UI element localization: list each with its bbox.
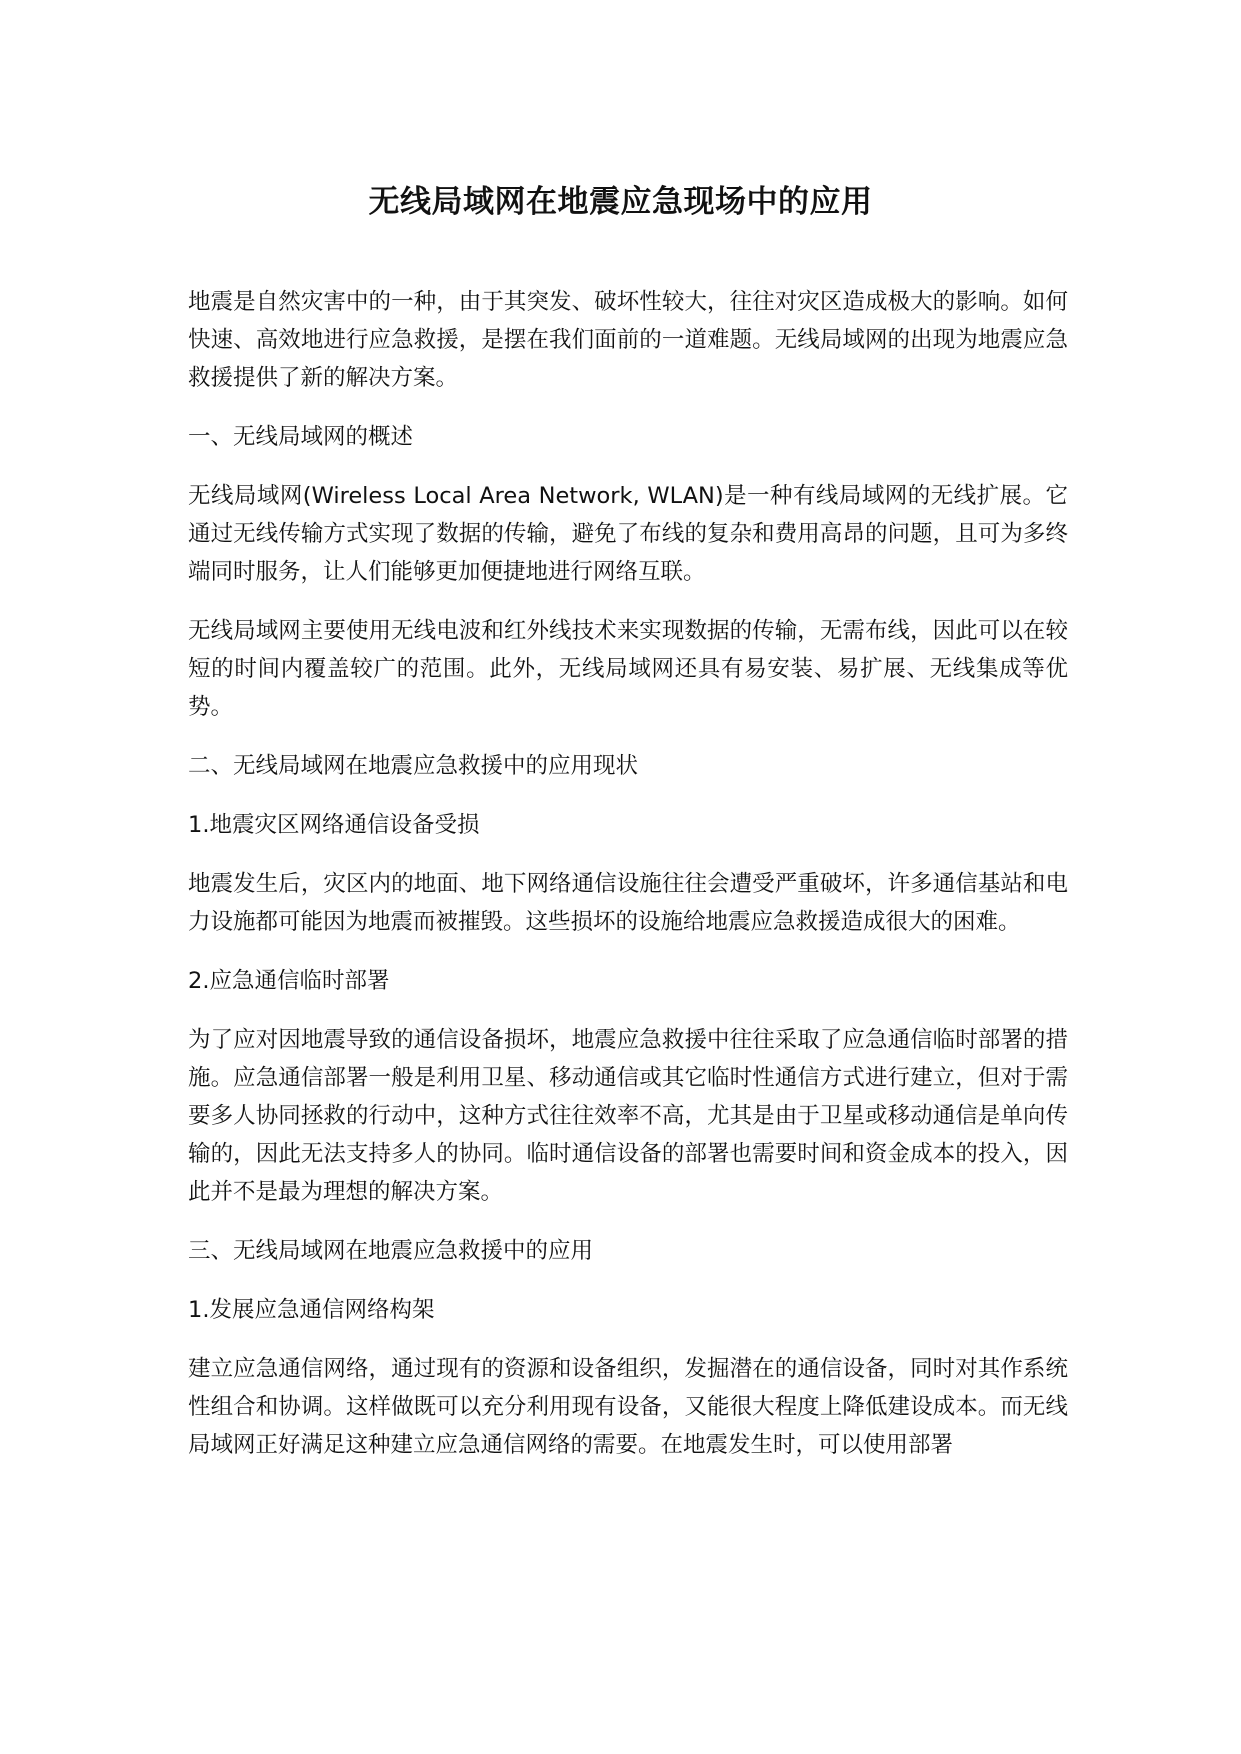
paragraph-equipment-damage: 地震发生后，灾区内的地面、地下网络通信设施往往会遭受严重破坏，许多通信基站和电力设施都可能因为地震而被摧毁。这些损坏的设施给地震应急救援造成很大的困难。: [188, 871, 1068, 935]
paragraph-temporary-deployment: 为了应对因地震导致的通信设备损坏，地震应急救援中往往采取了应急通信临时部署的措施。应急通信部署一般是利用卫星、移动通信或其它临时性通信方式进行建立，但对于需要多人协同拯救的行动中，这种方式往往效率不高，尤其是由于卫星或移动通信是单向传输的，因此无法支持多人的协同。临时通信设备的部署也需要时间和资金成本的投入，因此并不是最为理想的解决方案。: [188, 1027, 1068, 1205]
document-body: [188, 283, 1068, 1485]
paragraph-intro: 地震是自然灾害中的一种，由于其突发、破坏性较大，往往对灾区造成极大的影响。如何快速、高效地进行应急救援，是摆在我们面前的一道难题。无线局域网的出现为地震应急救援提供了新的解决方案。: [188, 289, 1068, 391]
subsection-heading-2-2: 2.应急通信临时部署: [188, 968, 390, 994]
section-heading-3: 三、无线局域网在地震应急救援中的应用: [188, 1238, 594, 1264]
paragraph-wlan-technology: 无线局域网主要使用无线电波和红外线技术来实现数据的传输，无需布线，因此可以在较短的时间内覆盖较广的范围。此外，无线局域网还具有易安装、易扩展、无线集成等优势。: [188, 618, 1068, 720]
document-title: 无线局域网在地震应急现场中的应用: [368, 184, 873, 220]
paragraph-network-architecture: 建立应急通信网络，通过现有的资源和设备组织，发掘潜在的通信设备，同时对其作系统性组合和协调。这样做既可以充分利用现有设备，又能很大程度上降低建设成本。而无线局域网正好满足这种建立应急通信网络的需要。在地震发生时，可以使用部署: [188, 1356, 1068, 1458]
section-heading-2: 二、无线局域网在地震应急救援中的应用现状: [188, 753, 639, 779]
subsection-heading-2-1: 1.地震灾区网络通信设备受损: [188, 812, 480, 838]
paragraph-wlan-definition: 无线局域网(Wireless Local Area Network, WLAN)是一种有线局域网的无线扩展。它通过无线传输方式实现了数据的传输，避免了布线的复杂和费用高昂的问题，且可为多终端同时服务，让人们能够更加便捷地进行网络互联。: [188, 483, 1068, 585]
subsection-heading-3-1: 1.发展应急通信网络构架: [188, 1297, 435, 1323]
section-heading-1: 一、无线局域网的概述: [188, 424, 414, 450]
